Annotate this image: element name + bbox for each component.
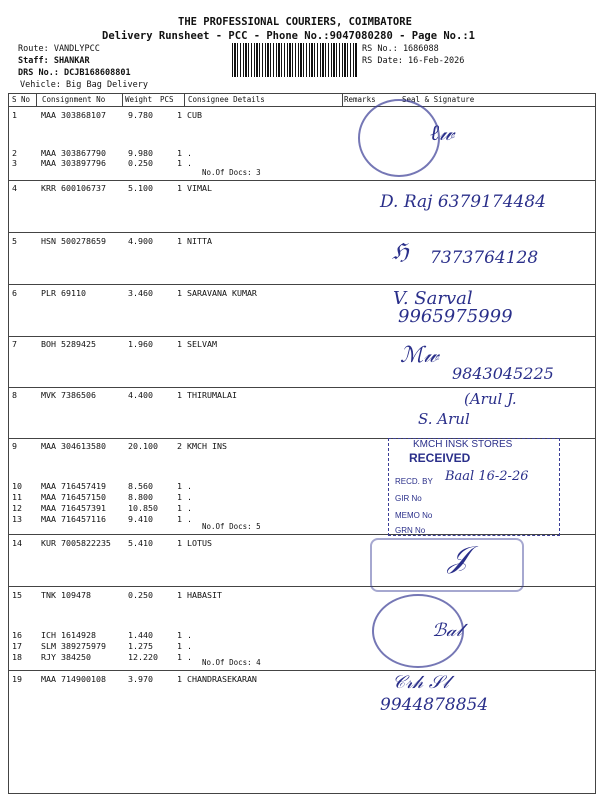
company-title: THE PROFESSIONAL COURIERS, COIMBATORE xyxy=(178,16,412,28)
row-weight: 8.800 xyxy=(128,492,153,502)
row-consignee: . xyxy=(187,481,192,491)
row-sno: 7 xyxy=(12,339,17,349)
stamp-title: KMCH INSK STORES xyxy=(413,439,513,450)
row-sno: 17 xyxy=(12,641,22,651)
row-pcs: 1 xyxy=(177,590,182,600)
row-pcs: 1 xyxy=(177,674,182,684)
row-pcs: 1 xyxy=(177,148,182,158)
row-consignment-no: MAA 716457419 xyxy=(41,481,106,491)
row-weight: 8.560 xyxy=(128,481,153,491)
row-consignment-no: KUR 7005822235 xyxy=(41,538,111,548)
row-consignee: LOTUS xyxy=(187,538,212,548)
row-consignment-no: MVK 7386506 xyxy=(41,390,96,400)
row-separator xyxy=(8,387,596,388)
col-pcs: PCS xyxy=(160,95,174,104)
row-sno: 19 xyxy=(12,674,22,684)
row-pcs: 1 xyxy=(177,288,182,298)
table-top-line xyxy=(8,93,596,94)
row-weight: 4.400 xyxy=(128,390,153,400)
stamp-gir: GIR No xyxy=(395,494,422,503)
row-consignment-no: MAA 716457150 xyxy=(41,492,106,502)
row-consignee: CHANDRASEKARAN xyxy=(187,674,257,684)
docs-note: No.Of Docs: 3 xyxy=(202,168,261,177)
row-weight: 5.410 xyxy=(128,538,153,548)
row-consignment-no: KRR 600106737 xyxy=(41,183,106,193)
row-consignee: . xyxy=(187,492,192,502)
row-pcs: 1 xyxy=(177,390,182,400)
row-weight: 0.250 xyxy=(128,590,153,600)
signature-row1: ℓ𝓌 xyxy=(430,121,455,146)
col-consignment: Consignment No xyxy=(42,95,106,104)
table-left-border xyxy=(8,93,9,793)
row-consignment-no: MAA 303868107 xyxy=(41,110,106,120)
row-weight: 1.960 xyxy=(128,339,153,349)
row-consignee: . xyxy=(187,158,192,168)
row-pcs: 1 xyxy=(177,503,182,513)
row-consignment-no: MAA 716457391 xyxy=(41,503,106,513)
row-consignment-no: SLM 389275979 xyxy=(41,641,106,651)
phone-row7: 9843045225 xyxy=(452,364,554,383)
signature-mark-row7: ℳ𝓌 xyxy=(400,343,439,368)
row-consignment-no: RJY 384250 xyxy=(41,652,91,662)
row-pcs: 2 xyxy=(177,441,182,451)
row-consignee: SELVAM xyxy=(187,339,217,349)
col-weight: Weight xyxy=(125,95,153,104)
row-consignment-no: MAA 303867790 xyxy=(41,148,106,158)
row-consignment-no: MAA 714900108 xyxy=(41,674,106,684)
phone-row5: 7373764128 xyxy=(430,248,539,268)
row-pcs: 1 xyxy=(177,514,182,524)
stamp-grn: GRN No xyxy=(395,526,426,535)
stamp-received: RECEIVED xyxy=(409,451,471,465)
round-seal-stamp xyxy=(358,99,440,177)
row-sno: 18 xyxy=(12,652,22,662)
signature-row4: D. Raj 6379174484 xyxy=(380,192,546,212)
row-consignee: KMCH INS xyxy=(187,441,227,451)
stamp-recd-by: RECD. BY xyxy=(395,477,433,486)
row-consignee: SARAVANA KUMAR xyxy=(187,288,257,298)
row-sno: 12 xyxy=(12,503,22,513)
signature-mark-row5: ℌ xyxy=(392,240,409,265)
row-weight: 9.410 xyxy=(128,514,153,524)
col-remarks: Remarks xyxy=(344,95,376,104)
row-consignment-no: TNK 109478 xyxy=(41,590,91,600)
row-weight: 0.250 xyxy=(128,158,153,168)
row-weight: 1.440 xyxy=(128,630,153,640)
signature-row15: ℬ𝒶𝓁 xyxy=(432,620,463,641)
row-separator xyxy=(8,284,596,285)
signature-row19: 𝒞𝓇𝒽 𝒮𝓁 xyxy=(392,672,449,693)
row-consignment-no: HSN 500278659 xyxy=(41,236,106,246)
row-weight: 4.900 xyxy=(128,236,153,246)
row-sno: 8 xyxy=(12,390,17,400)
col-seal-signature: Seal & Signature xyxy=(402,95,475,104)
row-pcs: 1 xyxy=(177,630,182,640)
row-sno: 6 xyxy=(12,288,17,298)
row-sno: 14 xyxy=(12,538,22,548)
row-consignee: THIRUMALAI xyxy=(187,390,237,400)
row-weight: 5.100 xyxy=(128,183,153,193)
row-sno: 16 xyxy=(12,630,22,640)
stamp-memo: MEMO No xyxy=(395,511,433,520)
row-consignment-no: PLR 69110 xyxy=(41,288,86,298)
row-consignee: VIMAL xyxy=(187,183,212,193)
row-consignee: . xyxy=(187,652,192,662)
table-header-line xyxy=(8,106,596,107)
rs-date: RS Date: 16-Feb-2026 xyxy=(362,56,465,66)
row-consignee: . xyxy=(187,148,192,158)
phone-row19: 9944878854 xyxy=(380,695,489,715)
row-separator xyxy=(8,336,596,337)
row-consignment-no: BOH 5289425 xyxy=(41,339,96,349)
row-weight: 9.780 xyxy=(128,110,153,120)
docs-note: No.Of Docs: 5 xyxy=(202,522,261,531)
row-consignee: . xyxy=(187,514,192,524)
row-consignee: HABASIT xyxy=(187,590,222,600)
row-consignee: . xyxy=(187,630,192,640)
row-pcs: 1 xyxy=(177,339,182,349)
runsheet-subtitle: Delivery Runsheet - PCC - Phone No.:9047080280 - Page No.:1 xyxy=(102,30,475,42)
row-consignee: CUB xyxy=(187,110,202,120)
docs-note: No.Of Docs: 4 xyxy=(202,658,261,667)
signature-row6: V. Sarval xyxy=(393,288,473,309)
row-sno: 13 xyxy=(12,514,22,524)
row-sno: 10 xyxy=(12,481,22,491)
drs-no: DRS No.: DCJB168608801 xyxy=(18,68,131,78)
row-weight: 10.850 xyxy=(128,503,158,513)
row-consignment-no: MAA 304613580 xyxy=(41,441,106,451)
row-pcs: 1 xyxy=(177,158,182,168)
col-consignee: Consignee Details xyxy=(188,95,265,104)
row-sno: 5 xyxy=(12,236,17,246)
row-pcs: 1 xyxy=(177,183,182,193)
row-pcs: 1 xyxy=(177,236,182,246)
signature-row8a: (Arul J. xyxy=(464,390,517,408)
route: Route: VANDLYPCC xyxy=(18,44,100,54)
row-sno: 9 xyxy=(12,441,17,451)
row-weight: 12.220 xyxy=(128,652,158,662)
vehicle: Vehicle: Big Bag Delivery xyxy=(20,80,148,90)
row-separator xyxy=(8,232,596,233)
row-sno: 2 xyxy=(12,148,17,158)
row-sno: 3 xyxy=(12,158,17,168)
row-separator xyxy=(8,180,596,181)
row-sno: 1 xyxy=(12,110,17,120)
row-consignee: . xyxy=(187,503,192,513)
rs-no: RS No.: 1686088 xyxy=(362,44,439,54)
row-consignee: NITTA xyxy=(187,236,212,246)
signature-row14: 𝒥 xyxy=(448,540,469,575)
staff: Staff: SHANKAR xyxy=(18,56,90,66)
row-consignment-no: ICH 1614928 xyxy=(41,630,96,640)
row-weight: 3.970 xyxy=(128,674,153,684)
row-pcs: 1 xyxy=(177,538,182,548)
lotus-stamp xyxy=(370,538,524,592)
row-consignment-no: MAA 716457116 xyxy=(41,514,106,524)
row-weight: 20.100 xyxy=(128,441,158,451)
row-pcs: 1 xyxy=(177,110,182,120)
row-weight: 3.460 xyxy=(128,288,153,298)
row-pcs: 1 xyxy=(177,652,182,662)
row-weight: 1.275 xyxy=(128,641,153,651)
row-sno: 15 xyxy=(12,590,22,600)
row-weight: 9.980 xyxy=(128,148,153,158)
row-sno: 4 xyxy=(12,183,17,193)
signature-row8b: S. Arul xyxy=(418,410,470,428)
row-pcs: 1 xyxy=(177,492,182,502)
barcode xyxy=(232,43,358,77)
row-sno: 11 xyxy=(12,492,22,502)
phone-row6: 9965975999 xyxy=(398,306,513,327)
row-pcs: 1 xyxy=(177,481,182,491)
kmch-received-stamp xyxy=(388,438,560,536)
table-right-border xyxy=(595,93,596,793)
row-consignment-no: MAA 303897796 xyxy=(41,158,106,168)
stamp-recd-signature: Baal 16-2-26 xyxy=(445,469,529,484)
row-consignee: . xyxy=(187,641,192,651)
row-pcs: 1 xyxy=(177,641,182,651)
table-bottom-line xyxy=(8,793,596,794)
row-separator xyxy=(8,670,596,671)
col-sno: S No xyxy=(12,95,31,104)
